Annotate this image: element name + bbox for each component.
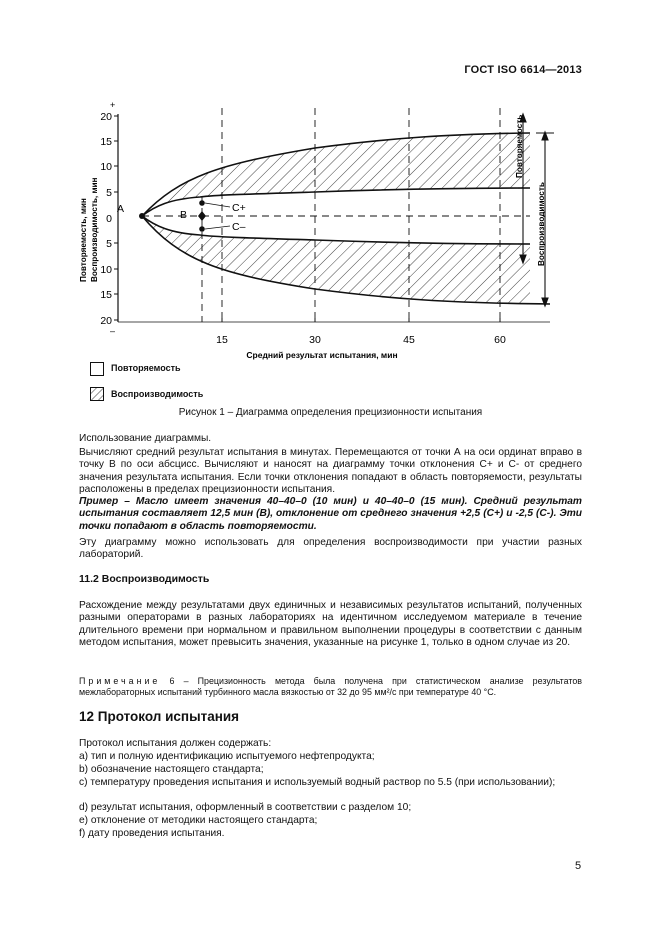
label-c-plus: C+ <box>232 202 246 214</box>
list-item: e) отклонение от методики настоящего стандарта; <box>79 815 318 826</box>
right-label-reproducibility: Воспроизводимость <box>537 182 546 266</box>
precision-diagram <box>70 96 560 361</box>
y-tick-label: 15 <box>100 289 112 301</box>
y-tick-label: 5 <box>106 187 112 199</box>
y-tick-label: 20 <box>100 111 112 123</box>
y-tick-label: 20 <box>100 315 112 327</box>
paragraph-protocol-intro: Протокол испытания должен содержать: <box>79 738 272 749</box>
list-item: c) температуру проведения испытания и используемый водный раствор по 5.5 (при использовании); <box>79 777 556 788</box>
legend-swatch-repeatability <box>90 362 104 376</box>
y-tick-label: 10 <box>100 264 112 276</box>
y-tick-label: 15 <box>100 136 112 148</box>
x-tick-label: 60 <box>494 334 506 346</box>
y-tick-label: 10 <box>100 161 112 173</box>
page-number: 5 <box>575 860 582 872</box>
x-axis-title: Средний результат испытания, мин <box>246 350 398 360</box>
example-text: – Масло имеет значения 40–40–0 (10 мин) и 40–40–0 (15 мин). Средний результат испытания составляет 12,5 мин (В), отклонение от среднего значения +2,5 (С+) и -2,5 (С-). Эти точки попадают в область повторяемости. <box>79 496 582 532</box>
point-c-plus <box>199 200 205 206</box>
y-plus-sign: + <box>110 100 116 110</box>
paragraph-reproducibility-definition: Расхождение между результатами двух единичных и независимых результатов испытаний, полученных разными операторами в разных лабораториях на идентичном исследуемом материале в течение длительного времени при нормальном и правильном выполнении процедуры в соответствии с данным методом испытания, может превысить значения, указанные на рисунке 1, только в одном случае из 20. <box>79 600 582 649</box>
legend-label-repeatability: Повторяемость <box>111 363 181 373</box>
y-tick-label: 0 <box>106 213 112 225</box>
note-text: 6 – Прецизионность метода была получена при статистическом анализе результатов межлабораторных испытаний турбинного масла вязкостью от 32 до 95 мм²/с при температуре 40 °С. <box>79 676 582 697</box>
document-header: ГОСТ ISO 6614—2013 <box>464 64 582 76</box>
point-b <box>198 211 206 221</box>
right-label-repeatability: Повторяемость <box>515 114 524 178</box>
paragraph-example <box>79 496 582 533</box>
x-tick-label: 30 <box>309 334 321 346</box>
x-tick-label: 45 <box>403 334 415 346</box>
label-c-minus: C– <box>232 221 246 233</box>
paragraph-reproducibility-use: Эту диаграмму можно использовать для определения воспроизводимости при участии разных лабораторий. <box>79 537 582 561</box>
legend-label-reproducibility: Воспроизводимость <box>111 389 204 399</box>
paragraph-usage: Использование диаграммы. <box>79 433 212 444</box>
legend-swatch-reproducibility <box>90 387 104 401</box>
x-tick-label: 15 <box>216 334 228 346</box>
y-axis-title-reproducibility: Воспроизводимость, мин <box>90 177 99 282</box>
section-heading-12: 12 Протокол испытания <box>79 709 240 724</box>
y-axis-title-repeatability: Повторяемость, мин <box>79 198 88 282</box>
label-a: A <box>117 203 125 215</box>
point-a <box>139 213 145 219</box>
figure-caption: Рисунок 1 – Диаграмма определения прецизионности испытания <box>178 407 483 418</box>
note-6 <box>79 676 582 698</box>
paragraph-procedure-text: Вычисляют средний результат испытания в минутах. Перемещаются от точки А на оси ординат вправо в точку В по оси абсцисс. Вычисляют и наносят на диаграмму точки отклонения С+ и С- от среднего значения результата испытания. Если точки отклонения попадают в область повторяемости, результаты расположены в пределах прецизионности испытания. <box>79 447 582 496</box>
list-item: а) тип и полную идентификацию испытуемого нефтепродукта; <box>79 751 375 762</box>
note-lead: Примечание <box>79 676 161 686</box>
list-item: d) результат испытания, оформленный в соответствии с разделом 10; <box>79 802 412 813</box>
y-minus-sign: – <box>110 326 116 336</box>
section-heading-11-2: 11.2 Воспроизводимость <box>79 573 210 585</box>
y-tick-label: 5 <box>106 238 112 250</box>
list-item: f) дату проведения испытания. <box>79 828 225 839</box>
paragraph-procedure <box>79 447 582 497</box>
example-lead: Пример <box>79 496 119 507</box>
list-item: b) обозначение настоящего стандарта; <box>79 764 264 775</box>
label-b: B <box>180 209 188 221</box>
point-c-minus <box>199 226 205 232</box>
